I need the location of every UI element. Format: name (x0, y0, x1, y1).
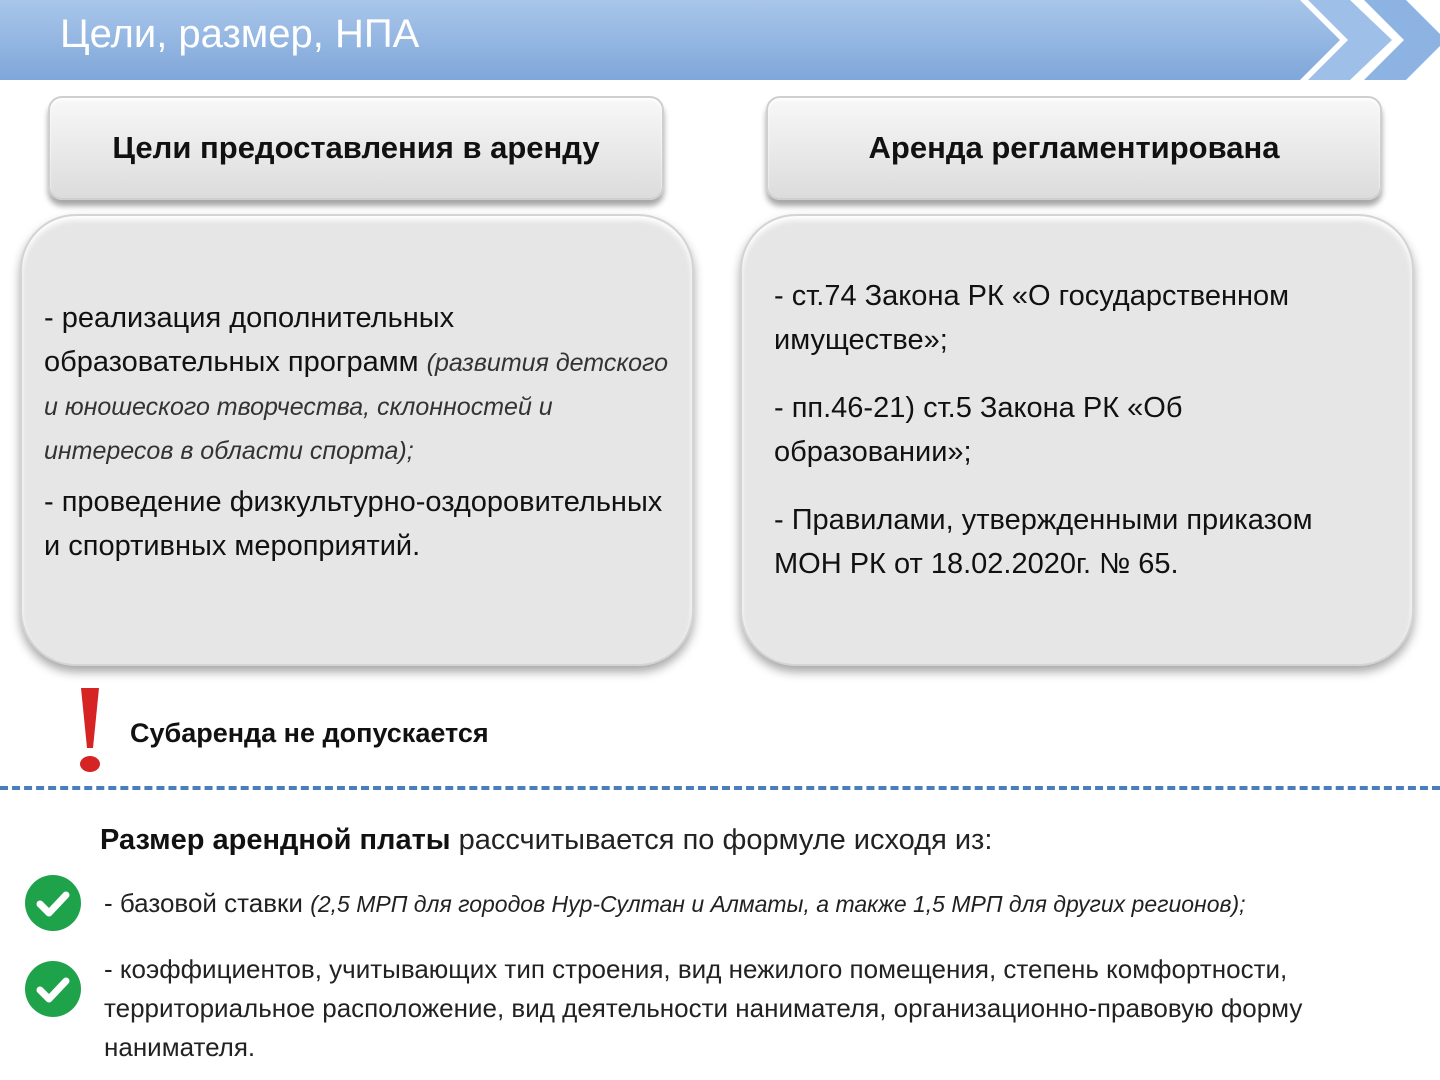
exclamation-icon (70, 686, 110, 776)
regulation-header: Аренда регламентирована (766, 96, 1382, 200)
dashed-divider (0, 786, 1440, 790)
rent-bullet-1-text: - базовой ставки (104, 888, 303, 918)
goals-header: Цели предоставления в аренду (48, 96, 664, 200)
rent-title-bold: Размер арендной платы (100, 824, 451, 856)
check-circle-icon (24, 874, 82, 932)
regulation-box (740, 214, 1414, 666)
rent-title-rest: рассчитывается по формуле исходя из: (458, 824, 993, 856)
goals-box (20, 214, 694, 666)
rent-bullet-1-note: (2,5 МРП для городов Нур-Султан и Алматы, а также 1,5 МРП для других регионов); (310, 891, 1246, 917)
check-circle-icon (24, 960, 82, 1018)
regulation-item-3: - Правилами, утвержденными приказом МОН РК от 18.02.2020г. № 65. (774, 504, 1313, 580)
goal-item-1-note: (развития детского и юношеского творчества, склонностей и интересов в области спорта); (44, 349, 668, 465)
goal-item-2: - проведение физкультурно-оздоровительных и спортивных мероприятий. (44, 486, 663, 562)
goal-item-1-text: - реализация дополнительных образовательных программ (44, 302, 455, 378)
rent-bullet-2: - коэффициентов, учитывающих тип строения, вид нежилого помещения, степень комфортности, территориальное расположение, вид деятельности нанимателя, организационно-правовую форму нанимателя. (104, 954, 1303, 1062)
sublease-alert: Субаренда не допускается (130, 718, 489, 748)
page-title: Цели, размер, НПА (60, 12, 420, 56)
rent-title (100, 824, 992, 857)
regulation-item-2: - пп.46-21) ст.5 Закона РК «Об образовании»; (774, 392, 1183, 468)
goal-item-1 (44, 296, 684, 472)
regulation-item-1: - ст.74 Закона РК «О государственном имуществе»; (774, 280, 1290, 356)
rent-bullet-1 (104, 884, 1364, 924)
